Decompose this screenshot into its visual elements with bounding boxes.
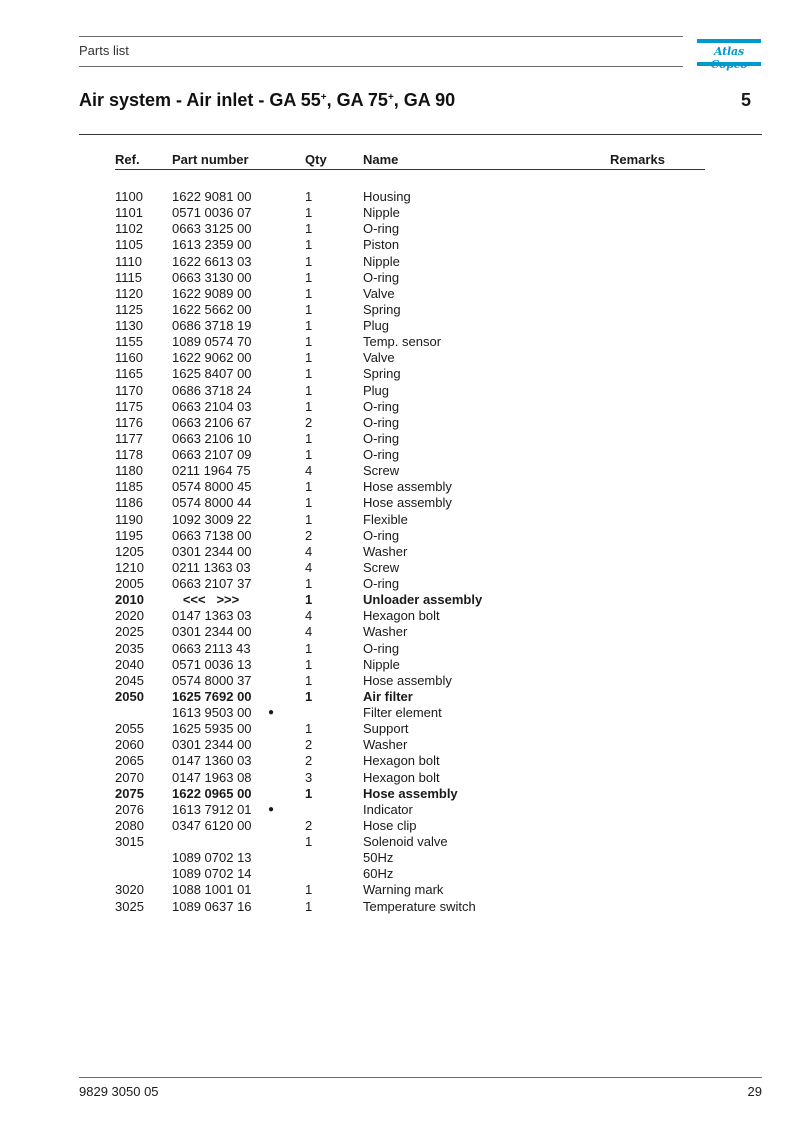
row-name: Nipple (363, 253, 400, 269)
header-part-number: Part number (172, 152, 249, 167)
row-ref: 2060 (115, 737, 144, 753)
table-row (115, 624, 705, 640)
row-ref: 1185 (115, 479, 143, 495)
row-qty: 3 (305, 769, 313, 785)
row-part-number: 0663 2106 67 (172, 414, 252, 430)
row-part-number: 0347 6120 00 (172, 817, 252, 833)
row-qty: 1 (305, 237, 313, 253)
row-name: Unloader assembly (363, 592, 483, 608)
row-part-number: 0147 1360 03 (172, 753, 252, 769)
row-part-number: 1613 2359 00 (172, 237, 252, 253)
row-name: Screw (363, 559, 400, 575)
table-row (115, 366, 705, 382)
row-name: 60Hz (363, 866, 394, 882)
row-qty: 1 (305, 511, 313, 527)
row-qty: 1 (305, 834, 313, 849)
table-body (115, 189, 705, 915)
row-ref: 1210 (115, 559, 144, 575)
row-name: Flexible (363, 511, 408, 527)
row-name: O-ring (363, 269, 400, 285)
row-ref: 1155 (115, 334, 143, 350)
table-row (115, 560, 705, 576)
row-ref: 2055 (115, 721, 144, 737)
row-ref: 2080 (115, 817, 144, 833)
row-part-number: 1613 7912 01 (172, 801, 252, 817)
row-qty: 4 (305, 463, 313, 479)
row-part-number: 0301 2344 00 (172, 543, 252, 559)
row-part-number: 1622 9062 00 (172, 350, 252, 366)
row-part-number: 1622 5662 00 (172, 301, 252, 317)
header-remarks: Remarks (610, 152, 665, 167)
page-number: 29 (747, 1084, 762, 1099)
row-name: Support (363, 721, 409, 737)
row-name: O-ring (363, 447, 400, 462)
row-ref: 1160 (115, 350, 143, 366)
title-part-3: , GA 90 (393, 90, 456, 110)
row-ref: 3025 (115, 898, 144, 914)
document-number: 9829 3050 05 (79, 1084, 159, 1099)
row-qty: 1 (305, 785, 313, 801)
row-name: Temperature switch (363, 898, 476, 914)
row-ref: 2076 (115, 801, 144, 817)
row-qty: 1 (305, 721, 313, 737)
row-name: Nipple (363, 205, 400, 221)
table-row (115, 786, 705, 802)
header-top-rule (79, 36, 683, 37)
table-row (115, 818, 705, 834)
table-header (115, 152, 705, 168)
row-ref: 2025 (115, 624, 144, 640)
row-part-number: 0663 7138 00 (172, 527, 252, 543)
row-name: Warning mark (363, 882, 444, 898)
atlas-copco-logo (697, 39, 761, 67)
title-part-1: Air system - Air inlet - GA 55 (79, 90, 321, 110)
row-part-number: 0663 3130 00 (172, 269, 252, 285)
page-title (79, 90, 455, 111)
row-mark-bullet: ● (268, 707, 275, 718)
row-name: Indicator (363, 801, 413, 817)
row-part-number: 1092 3009 22 (172, 511, 252, 527)
table-row (115, 415, 705, 431)
row-qty: 1 (305, 301, 313, 317)
row-qty: 1 (305, 592, 313, 608)
row-ref: 2065 (115, 753, 144, 769)
table-row (115, 318, 705, 334)
row-name: Solenoid valve (363, 834, 448, 849)
row-qty: 1 (305, 350, 313, 366)
row-name: O-ring (363, 576, 400, 591)
row-name: Plug (363, 318, 390, 333)
table-row (115, 882, 705, 898)
row-part-number: 1622 9089 00 (172, 285, 252, 301)
row-qty: 1 (305, 447, 313, 462)
table-row (115, 576, 705, 592)
table-row (115, 753, 705, 769)
row-ref: 1100 (115, 189, 143, 204)
row-ref: 1190 (115, 511, 143, 527)
table-row (115, 705, 705, 721)
row-part-number: 0663 3125 00 (172, 221, 252, 237)
row-name: Washer (363, 543, 408, 559)
row-name: Screw (363, 463, 400, 479)
row-qty: 1 (305, 672, 313, 688)
row-name: Valve (363, 350, 395, 366)
row-part-number: 0663 2106 10 (172, 430, 252, 446)
table-row (115, 189, 705, 205)
row-part-number: 0147 1363 03 (172, 608, 252, 624)
header-ref: Ref. (115, 152, 140, 167)
row-name: Spring (363, 366, 401, 382)
row-name: Hexagon bolt (363, 608, 440, 624)
row-name: Hose assembly (363, 672, 452, 688)
row-ref: 1177 (115, 430, 143, 446)
row-name: Spring (363, 301, 401, 317)
table-row (115, 834, 705, 850)
table-row (115, 641, 705, 657)
table-row (115, 221, 705, 237)
table-row (115, 673, 705, 689)
row-qty: 1 (305, 269, 313, 285)
row-part-number: <<< >>> (172, 592, 240, 608)
row-ref: 1165 (115, 366, 143, 382)
row-name: Filter element (363, 705, 442, 720)
row-qty: 1 (305, 253, 313, 269)
row-ref: 1110 (115, 253, 142, 269)
row-qty: 2 (305, 737, 313, 753)
row-ref: 1170 (115, 382, 143, 398)
row-ref: 2070 (115, 769, 144, 785)
table-row (115, 737, 705, 753)
row-qty: 4 (305, 608, 313, 624)
row-ref: 3015 (115, 834, 144, 849)
table-row (115, 254, 705, 270)
row-ref: 1101 (115, 205, 143, 221)
row-qty: 1 (305, 318, 313, 333)
row-name: O-ring (363, 398, 400, 414)
row-part-number: 1089 0574 70 (172, 334, 252, 350)
table-row (115, 383, 705, 399)
row-name: Air filter (363, 688, 413, 704)
row-name: Hose assembly (363, 495, 452, 511)
table-row (115, 286, 705, 302)
table-row (115, 463, 705, 479)
row-name: Hose assembly (363, 785, 458, 801)
logo-bar-top (697, 39, 761, 43)
row-qty: 1 (305, 205, 313, 221)
row-part-number: 0663 2113 43 (172, 640, 251, 656)
row-name: Valve (363, 285, 395, 301)
title-sup-1: + (320, 92, 327, 103)
row-name: O-ring (363, 430, 400, 446)
row-name: Hexagon bolt (363, 753, 440, 769)
row-ref: 1180 (115, 463, 143, 479)
row-qty: 4 (305, 543, 313, 559)
row-ref: 1102 (115, 221, 143, 237)
row-ref: 1186 (115, 495, 143, 511)
row-part-number: 0574 8000 37 (172, 672, 252, 688)
row-qty: 1 (305, 640, 313, 656)
table-row (115, 770, 705, 786)
row-name: Hose clip (363, 817, 417, 833)
row-name: Washer (363, 624, 408, 640)
row-part-number: 0663 2107 09 (172, 447, 252, 462)
row-qty: 1 (305, 495, 313, 511)
row-name: Washer (363, 737, 408, 753)
row-ref: 2050 (115, 688, 144, 704)
header-name: Name (363, 152, 399, 167)
title-sup-2: + (387, 92, 394, 103)
row-part-number: 0686 3718 24 (172, 382, 252, 398)
row-qty: 4 (305, 559, 313, 575)
row-ref: 1178 (115, 447, 143, 462)
table-row (115, 899, 705, 915)
row-ref: 2045 (115, 672, 144, 688)
table-row (115, 657, 705, 673)
row-part-number: 0147 1963 08 (172, 769, 252, 785)
row-ref: 1125 (115, 301, 143, 317)
row-part-number: 0663 2107 37 (172, 576, 252, 591)
row-qty: 1 (305, 221, 313, 237)
row-ref: 1176 (115, 414, 143, 430)
table-row (115, 802, 705, 818)
row-part-number: 0663 2104 03 (172, 398, 252, 414)
logo-text: Atlas (714, 45, 744, 58)
row-part-number: 1088 1001 01 (172, 882, 252, 898)
row-name: Piston (363, 237, 400, 253)
row-qty: 1 (305, 398, 313, 414)
row-name: O-ring (363, 640, 400, 656)
row-qty: 1 (305, 688, 313, 704)
row-part-number: 1622 9081 00 (172, 189, 252, 204)
header-label: Parts list (79, 43, 129, 58)
table-row (115, 850, 705, 866)
table-row (115, 270, 705, 286)
table-row (115, 302, 705, 318)
row-ref: 1105 (115, 237, 143, 253)
row-qty: 1 (305, 898, 313, 914)
row-qty: 1 (305, 479, 313, 495)
row-ref: 2010 (115, 592, 144, 608)
row-name: Temp. sensor (363, 334, 442, 350)
row-ref: 2020 (115, 608, 144, 624)
row-name: Hexagon bolt (363, 769, 440, 785)
row-qty: 1 (305, 576, 313, 591)
row-qty: 1 (305, 382, 313, 398)
row-ref: 1130 (115, 318, 143, 333)
table-row (115, 528, 705, 544)
row-ref: 3020 (115, 882, 144, 898)
row-ref: 1195 (115, 527, 143, 543)
table-row (115, 350, 705, 366)
row-name: O-ring (363, 527, 400, 543)
row-part-number: 1613 9503 00 (172, 705, 252, 720)
row-part-number: 0686 3718 19 (172, 318, 252, 333)
table-row (115, 237, 705, 253)
row-part-number: 0574 8000 44 (172, 495, 252, 511)
row-part-number: 1089 0637 16 (172, 898, 252, 914)
table-row (115, 608, 705, 624)
row-ref: 2040 (115, 656, 144, 672)
row-qty: 1 (305, 285, 313, 301)
row-qty: 1 (305, 189, 313, 204)
row-name: Housing (363, 189, 411, 204)
parts-table (115, 152, 705, 915)
row-ref: 1205 (115, 543, 144, 559)
row-name: 50Hz (363, 850, 394, 866)
row-ref: 1115 (115, 269, 142, 285)
row-part-number: 0301 2344 00 (172, 737, 252, 753)
table-row (115, 447, 705, 463)
row-qty: 2 (305, 527, 313, 543)
table-row (115, 479, 705, 495)
row-name: Nipple (363, 656, 400, 672)
row-qty: 1 (305, 882, 313, 898)
row-part-number: 0211 1363 03 (172, 559, 251, 575)
row-name: Hose assembly (363, 479, 452, 495)
row-qty: 4 (305, 624, 313, 640)
row-part-number: 1622 0965 00 (172, 785, 252, 801)
row-ref: 1120 (115, 285, 143, 301)
row-qty: 2 (305, 414, 313, 430)
row-qty: 2 (305, 817, 313, 833)
row-part-number: 1625 5935 00 (172, 721, 252, 737)
title-rule (79, 134, 762, 135)
row-name: Plug (363, 382, 390, 398)
row-part-number: 1625 7692 00 (172, 688, 252, 704)
row-ref: 1175 (115, 398, 143, 414)
table-row (115, 399, 705, 415)
table-row (115, 592, 705, 608)
table-row (115, 512, 705, 528)
row-qty: 2 (305, 753, 313, 769)
table-row (115, 544, 705, 560)
section-number: 5 (741, 90, 752, 110)
row-mark-bullet: ● (268, 803, 275, 815)
row-part-number: 0571 0036 07 (172, 205, 252, 221)
row-qty: 1 (305, 366, 313, 382)
row-name: O-ring (363, 414, 400, 430)
header-qty: Qty (305, 152, 327, 167)
table-row (115, 495, 705, 511)
row-ref: 2035 (115, 640, 144, 656)
header-bottom-rule (79, 66, 683, 67)
title-part-2: , GA 75 (326, 90, 388, 110)
row-part-number: 0301 2344 00 (172, 624, 252, 640)
row-part-number: 1089 0702 14 (172, 866, 252, 882)
row-qty: 1 (305, 334, 313, 350)
table-row (115, 334, 705, 350)
table-row (115, 205, 705, 221)
row-qty: 1 (305, 656, 313, 672)
row-ref: 2005 (115, 576, 144, 591)
table-row (115, 689, 705, 705)
logo-bar-bottom (697, 62, 761, 66)
footer-rule (79, 1077, 762, 1078)
table-row (115, 721, 705, 737)
row-ref: 2075 (115, 785, 144, 801)
table-row (115, 431, 705, 447)
row-name: O-ring (363, 221, 400, 237)
row-part-number: 1089 0702 13 (172, 850, 252, 866)
table-header-rule (115, 169, 705, 170)
row-part-number: 1622 6613 03 (172, 253, 252, 269)
row-part-number: 0571 0036 13 (172, 656, 252, 672)
table-row (115, 866, 705, 882)
row-part-number: 0574 8000 45 (172, 479, 252, 495)
row-part-number: 1625 8407 00 (172, 366, 252, 382)
row-qty: 1 (305, 430, 313, 446)
row-part-number: 0211 1964 75 (172, 463, 251, 479)
